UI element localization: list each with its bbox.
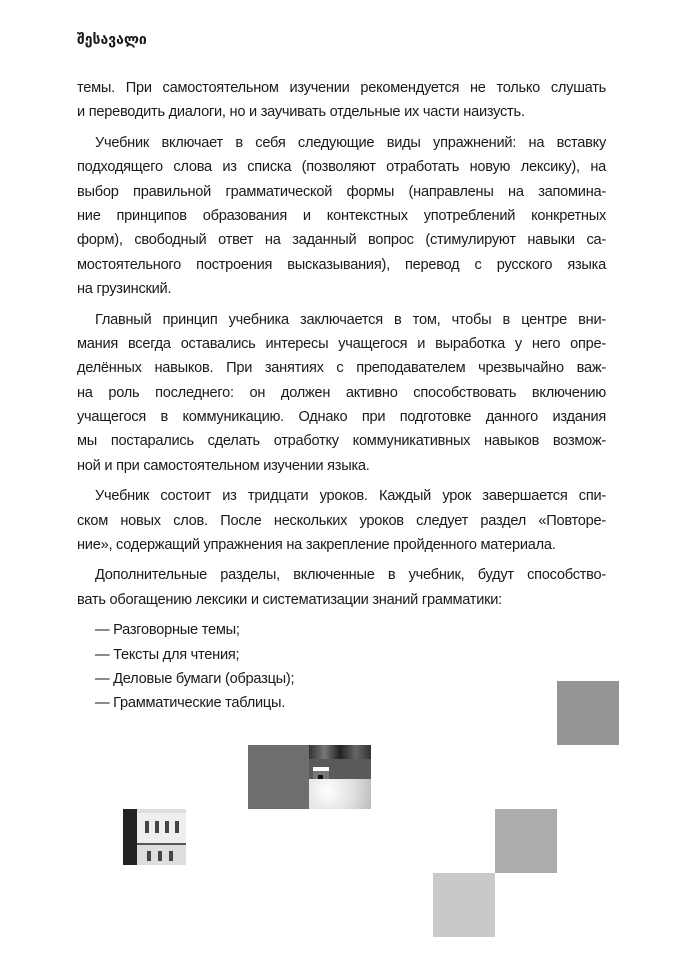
- text-line: мы постарались сделать отработку коммуникативных навыков возмож-: [77, 433, 606, 450]
- text-line: Дополнительные разделы, включенные в учебник, будут способство-: [95, 567, 606, 584]
- list-item: — Грамматические таблицы.: [95, 695, 286, 712]
- list-item: — Тексты для чтения;: [95, 646, 240, 663]
- text-line: Главный принцип учебника заключается в том, чтобы в центре вни-: [95, 311, 606, 328]
- text-line: ние принципов образования и контекстных употреблений конкретных: [77, 207, 606, 224]
- running-header: შესავალი: [77, 32, 147, 48]
- text-line: ние», содержащий упражнения на закрепление пройденного материала.: [77, 537, 556, 554]
- text-line: ском новых слов. После нескольких уроков следует раздел «Повторе-: [77, 512, 606, 529]
- body-text: [77, 76, 606, 716]
- text-line: темы. При самостоятельном изучении рекомендуется не только слушать: [77, 80, 606, 96]
- text-line: Учебник состоит из тридцати уроков. Каждый урок завершается спи-: [95, 488, 606, 505]
- text-line: делённых навыков. При занятиях с преподавателем чрезвычайно важ-: [77, 360, 606, 377]
- list-item: — Деловые бумаги (образцы);: [95, 670, 295, 687]
- photo-snowy-stone-building: [309, 745, 371, 809]
- list-item: — Разговорные темы;: [95, 622, 240, 639]
- decorative-square-mid: [495, 809, 557, 873]
- text-line: мостоятельного построения высказывания), перевод с русского языка: [77, 256, 606, 273]
- text-line: форм), свободный ответ на заданный вопрос (стимулируют навыки са-: [77, 232, 606, 249]
- decorative-square-dark: [248, 745, 309, 809]
- decorative-square-light: [433, 873, 495, 937]
- text-line: подходящего слова из списка (позволяют отработать новую лексику), на: [77, 159, 606, 176]
- photo-balcony-building: [123, 809, 186, 873]
- decorative-square-top: [557, 681, 619, 745]
- text-line: вать обогащению лексики и систематизации знаний грамматики:: [77, 591, 502, 608]
- paragraph: [77, 484, 606, 557]
- text-line: мания всегда оставались интересы учащегося и выработка у него опре-: [77, 335, 606, 352]
- bullet-list: [77, 618, 606, 716]
- text-line: выбор правильной грамматической формы (направлены на запомина-: [77, 183, 606, 200]
- paragraph: [77, 131, 606, 302]
- text-line: ной и при самостоятельном изучении языка.: [77, 457, 370, 474]
- text-line: на роль последнего: он должен активно способствовать включению: [77, 384, 606, 401]
- text-line: Учебник включает в себя следующие виды упражнений: на вставку: [95, 134, 606, 151]
- paragraph: [77, 308, 606, 479]
- text-line: и переводить диалоги, но и заучивать отдельные их части наизусть.: [77, 104, 525, 121]
- paragraph: [77, 76, 606, 125]
- text-line: учащегося в коммуникацию. Однако при подготовке данного издания: [77, 409, 606, 426]
- text-line: на грузинский.: [77, 281, 172, 298]
- paragraph: [77, 563, 606, 612]
